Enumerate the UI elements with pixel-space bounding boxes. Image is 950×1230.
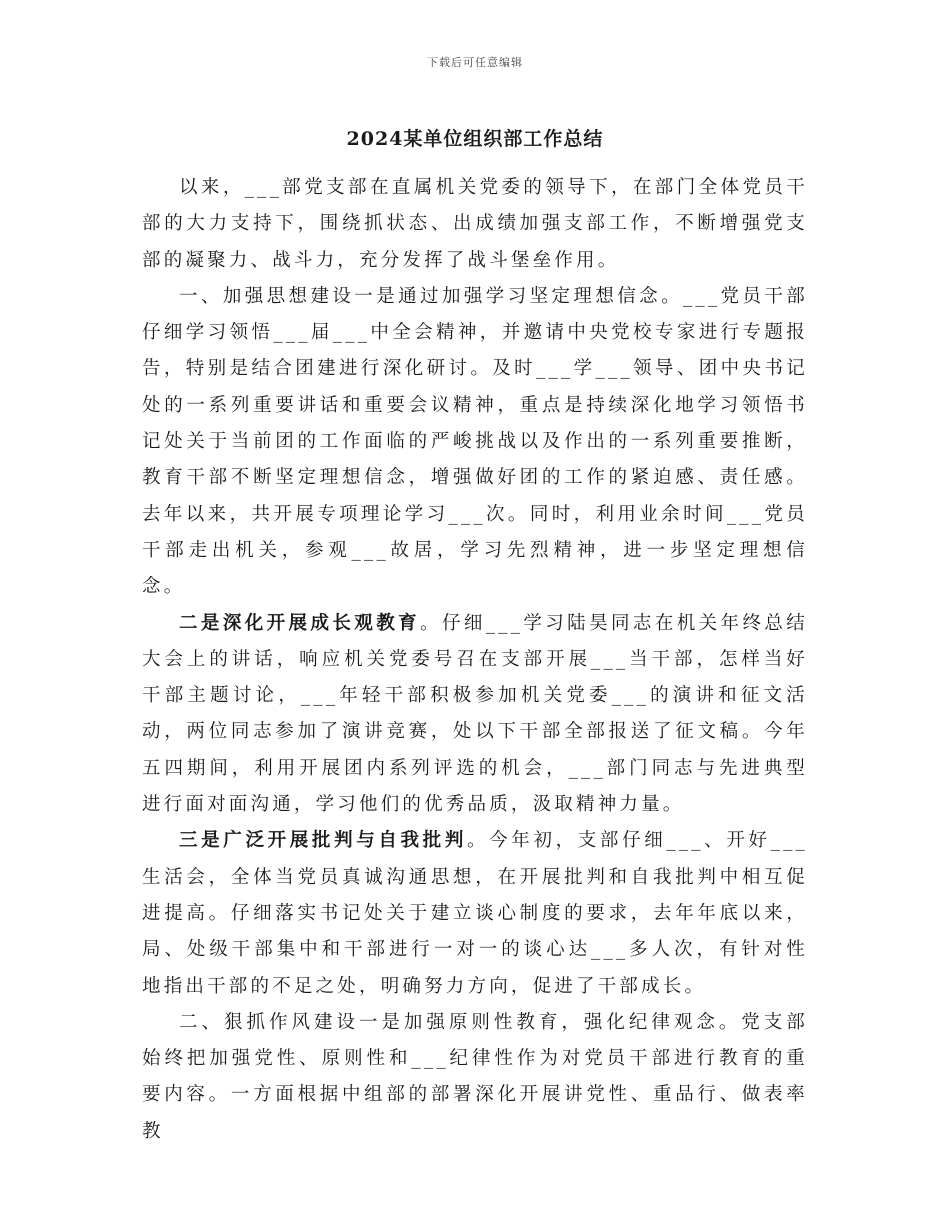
- document-body: [142, 170, 808, 1150]
- paragraph-work-style: [142, 1005, 808, 1150]
- paragraph-text: 一、加强思想建设一是通过加强学习坚定理想信念。___党员干部仔细学习领悟___届___中全会精神，并邀请中央党校专家进行专题报告，特别是结合团建进行深化研讨。及时___学___领导、团中央书记处的一系列重要讲话和重要会议精神，重点是持续深化地学习领悟书记处关于当前团的工作面临的严峻挑战以及作出的一系列重要推断，教育干部不断坚定理想信念，增强做好团的工作的紧迫感、责任感。去年以来，共开展专项理论学习___次。同时，利用业余时间___党员干部走出机关，参观___故居，学习先烈精神，进一步坚定理想信念。: [142, 285, 808, 598]
- paragraph-text: 。今年初，支部仔细___、开好___生活会，全体当党员真诚沟通思想，在开展批判和自我批判中相互促进提高。仔细落实书记处关于建立谈心制度的要求，去年年底以来，局、处级干部集中和干部进行一对一的谈心达___多人次，有针对性地指出干部的不足之处，明确努力方向，促进了干部成长。: [142, 830, 808, 997]
- paragraph-text: 以来，___部党支部在直属机关党委的领导下，在部门全体党员干部的大力支持下，围绕抓状态、出成绩加强支部工作，不断增强党支部的凝聚力、战斗力，充分发挥了战斗堡垒作用。: [142, 177, 808, 271]
- paragraph-growth-education: [142, 606, 808, 824]
- paragraph-intro: [142, 170, 808, 279]
- page-title: 2024某单位组织部工作总结: [346, 128, 604, 150]
- paragraph-lead: 三是广泛开展批判与自我批判: [179, 830, 467, 852]
- paragraph-lead: 二是深化开展成长观教育: [179, 612, 421, 634]
- paragraph-criticism: [142, 823, 808, 1004]
- paragraph-text: 二、狠抓作风建设一是加强原则性教育，强化纪律观念。党支部始终把加强党性、原则性和___纪律性作为对党员干部进行教育的重要内容。一方面根据中组部的部署深化开展讲党性、重品行、做表率教: [142, 1011, 808, 1142]
- paragraph-ideology: [142, 279, 808, 606]
- paragraph-text: 。仔细___学习陆昊同志在机关年终总结大会上的讲话，响应机关党委号召在支部开展___当干部，怎样当好干部主题讨论，___年轻干部积极参加机关党委___的演讲和征文活动，两位同志参加了演讲竞赛，处以下干部全部报送了征文稿。今年五四期间，利用开展团内系列评选的机会，___部门同志与先进典型进行面对面沟通，学习他们的优秀品质，汲取精神力量。: [142, 612, 808, 816]
- header-note: 下载后可任意编辑: [427, 56, 523, 69]
